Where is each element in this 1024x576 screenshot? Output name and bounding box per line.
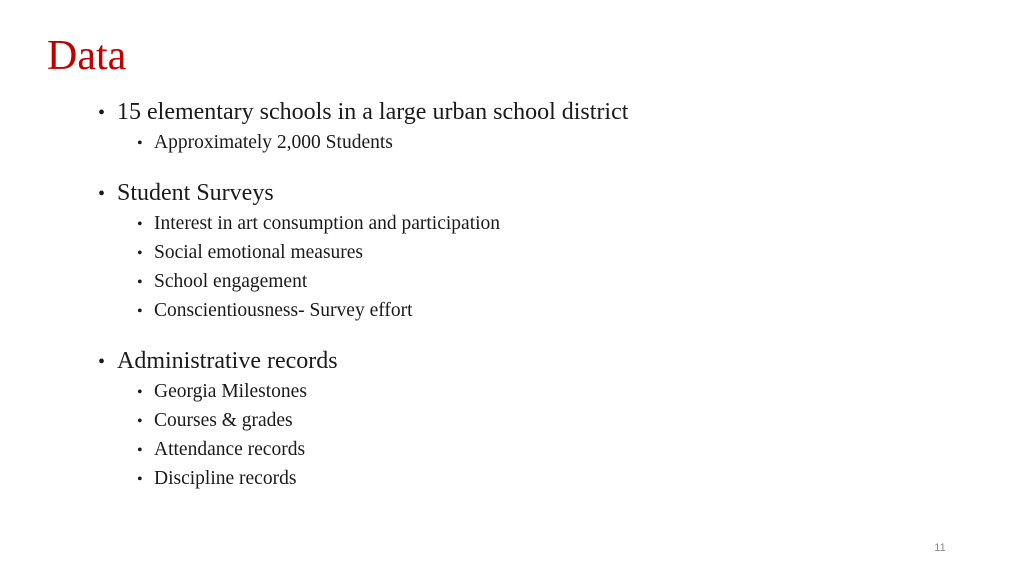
sub-bullet-text: Courses & grades (154, 410, 293, 431)
bullet-icon: • (137, 413, 143, 430)
bullet-text: Student Surveys (117, 180, 274, 206)
bullet-item (98, 96, 978, 129)
bullet-icon: • (98, 102, 106, 124)
bullet-icon: • (137, 274, 143, 291)
sub-bullet-text: Georgia Milestones (154, 381, 307, 402)
sub-bullet-text: Social emotional measures (154, 242, 364, 263)
bullet-item (98, 345, 978, 378)
bullet-icon: • (137, 216, 143, 233)
bullet-text: Administrative records (117, 348, 338, 374)
bullet-icon: • (137, 245, 143, 262)
sub-bullet-item (98, 129, 978, 158)
sub-bullet-item (98, 407, 978, 436)
sub-bullet-item (98, 210, 978, 239)
bullet-icon: • (137, 303, 143, 320)
sub-bullet-item (98, 378, 978, 407)
bullet-icon: • (98, 183, 106, 205)
bullet-icon: • (137, 442, 143, 459)
sub-bullet-text: Approximately 2,000 Students (154, 132, 393, 153)
slide-title: Data (47, 33, 127, 79)
bullet-list (98, 96, 978, 513)
bullet-text: 15 elementary schools in a large urban school district (117, 99, 629, 125)
sub-bullet-text: School engagement (154, 271, 308, 292)
bullet-icon: • (98, 351, 106, 373)
sub-bullet-item (98, 239, 978, 268)
page-number: 11 (934, 542, 946, 554)
bullet-icon: • (137, 135, 143, 152)
sub-bullet-text: Conscientiousness- Survey effort (154, 300, 413, 321)
sub-bullet-item (98, 465, 978, 494)
sub-bullet-item (98, 436, 978, 465)
sub-bullet-text: Discipline records (154, 468, 297, 489)
bullet-icon: • (137, 471, 143, 488)
sub-bullet-item (98, 268, 978, 297)
bullet-group-surveys (98, 177, 978, 326)
sub-bullet-text: Attendance records (154, 439, 306, 460)
sub-bullet-text: Interest in art consumption and participation (154, 213, 501, 234)
sub-bullet-item (98, 297, 978, 326)
bullet-group-schools (98, 96, 978, 158)
bullet-icon: • (137, 384, 143, 401)
bullet-item (98, 177, 978, 210)
bullet-group-records (98, 345, 978, 494)
